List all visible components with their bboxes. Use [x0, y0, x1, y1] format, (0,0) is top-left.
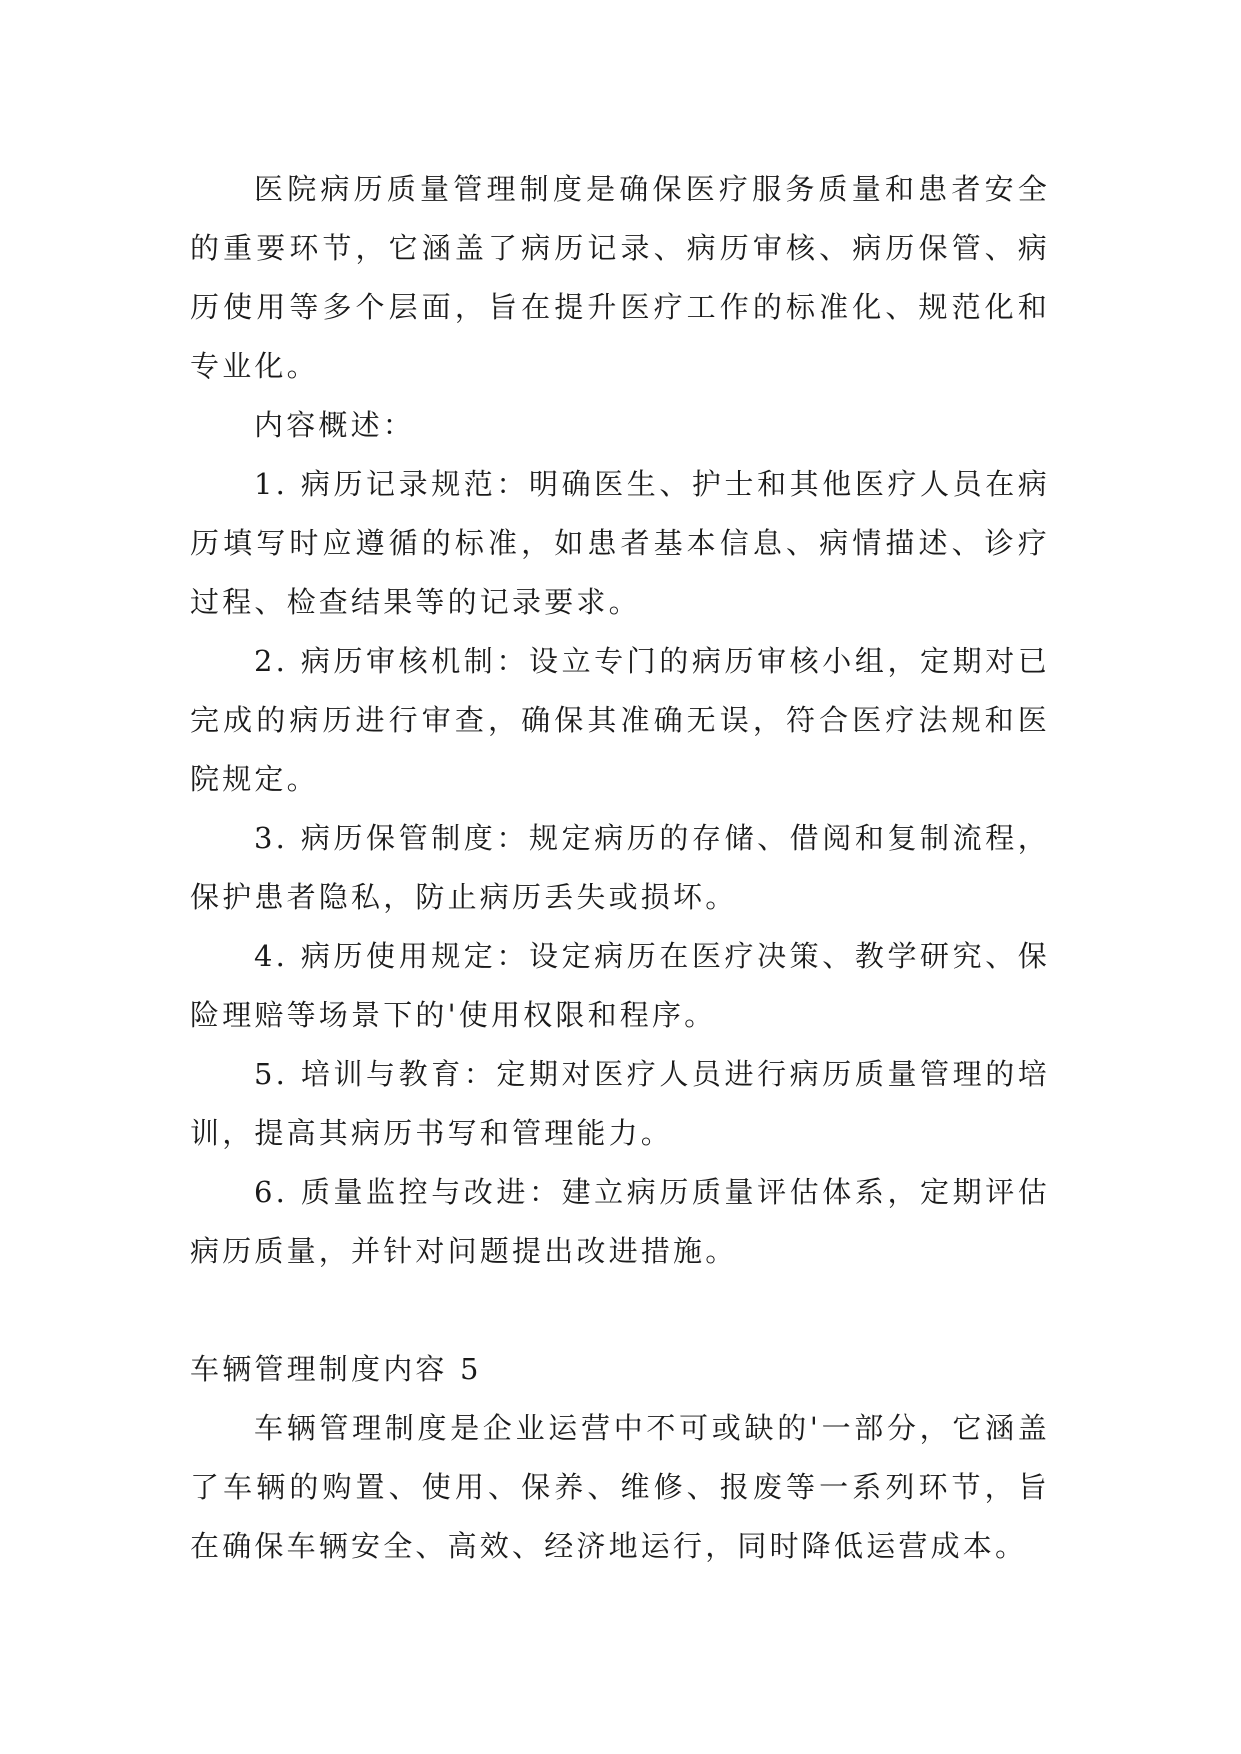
- vehicle-paragraph: 车辆管理制度是企业运营中不可或缺的'一部分，它涵盖了车辆的购置、使用、保养、维修、报废等一系列环节，旨在确保车辆安全、高效、经济地运行，同时降低运营成本。: [190, 1411, 1050, 1563]
- list-item-6: 6. 质量监控与改进：建立病历质量评估体系，定期评估病历质量，并针对问题提出改进措施。: [190, 1175, 1050, 1268]
- list-item-3: 3. 病历保管制度：规定病历的存储、借阅和复制流程，保护患者隐私，防止病历丢失或损坏。: [190, 821, 1050, 914]
- list-item-1: 1. 病历记录规范：明确医生、护士和其他医疗人员在病历填写时应遵循的标准，如患者基本信息、病情描述、诊疗过程、检查结果等的记录要求。: [190, 467, 1050, 619]
- document-body: [190, 160, 1050, 1576]
- overview-label: 内容概述：: [254, 408, 416, 442]
- list-item-4: 4. 病历使用规定：设定病历在医疗决策、教学研究、保险理赔等场景下的'使用权限和程序。: [190, 939, 1050, 1032]
- list-item-5: 5. 培训与教育：定期对医疗人员进行病历质量管理的培训，提高其病历书写和管理能力。: [190, 1057, 1050, 1150]
- intro-paragraph: 医院病历质量管理制度是确保医疗服务质量和患者安全的重要环节，它涵盖了病历记录、病历审核、病历保管、病历使用等多个层面，旨在提升医疗工作的标准化、规范化和专业化。: [190, 172, 1050, 383]
- section-heading: 车辆管理制度内容 5: [190, 1352, 482, 1386]
- list-item-2: 2. 病历审核机制：设立专门的病历审核小组，定期对已完成的病历进行审查，确保其准确无误，符合医疗法规和医院规定。: [190, 644, 1050, 796]
